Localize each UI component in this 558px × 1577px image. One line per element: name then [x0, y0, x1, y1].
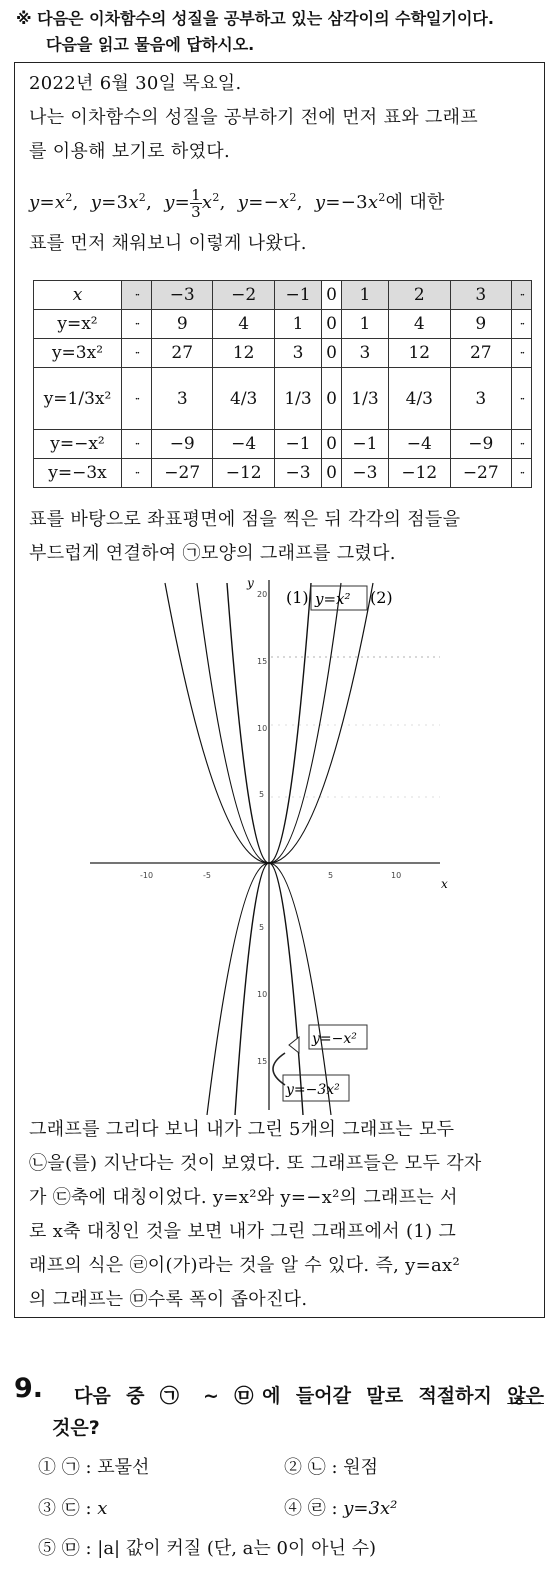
choice-2[interactable]: ② ㉡ : 원점 — [284, 1457, 379, 1478]
x-tick-label: 5 — [328, 871, 334, 880]
table-cell: 0 — [322, 368, 342, 430]
choice-text: 원점 — [343, 1457, 379, 1478]
table-cell: ·· — [512, 281, 532, 310]
conclusion-line: 래프의 식은 ㉣이(가)라는 것을 알 수 있다. 즉, y=ax² — [29, 1255, 461, 1276]
question-number: 9. — [14, 1373, 44, 1404]
diary-equation-line: $y=x^2$, $y=3x^2$, y= $\frac{1}{3}$ $x^2$, $y=-x^2$, $y=-3x^2$에 대한 — [29, 185, 445, 221]
x-axis-label: x — [441, 877, 448, 891]
x-tick-label: -5 — [203, 871, 211, 880]
question-text-line1: 다음 중 ㉠ ~ ㉤에 들어갈 말로 적절하지 — [74, 1385, 492, 1407]
parabola-graph — [85, 575, 475, 1115]
table-cell: −3 — [341, 459, 388, 488]
diary-date: 2022년 6월 30일 목요일. — [29, 73, 242, 94]
table-cell: −1 — [274, 430, 321, 459]
choice-mark: ㉡ — [307, 1457, 326, 1478]
table-cell: ·· — [512, 430, 532, 459]
table-cell: 1 — [341, 281, 388, 310]
pointer-arrow — [289, 1037, 299, 1053]
y-axis-label: y — [247, 576, 254, 590]
y-tick-label: 10 — [257, 990, 268, 999]
values-table — [33, 280, 532, 488]
choice-number: ③ — [38, 1498, 56, 1519]
table-cell: −9 — [152, 430, 213, 459]
diary-intro-line1: 나는 이차함수의 성질을 공부하기 전에 먼저 표와 그래프 — [29, 107, 478, 128]
table-cell: 3 — [450, 281, 511, 310]
table-row-label: y=1/3x² — [34, 368, 122, 430]
table-cell: −9 — [450, 430, 511, 459]
table-cell: 0 — [322, 281, 342, 310]
table-row-label: y=−3x — [34, 459, 122, 488]
y-tick-label: 5 — [259, 790, 265, 799]
table-cell: 9 — [152, 310, 213, 339]
choice-1[interactable]: ① ㉠ : 포물선 — [38, 1457, 150, 1478]
table-cell: −27 — [152, 459, 213, 488]
choice-5[interactable]: ⑤ ㉤ : |a| 값이 커질 (단, a는 0이 아닌 수) — [38, 1538, 376, 1559]
x-tick-label: -10 — [140, 871, 154, 880]
choice-number: ⑤ — [38, 1538, 56, 1559]
table-row-label: y=x² — [34, 310, 122, 339]
choice-mark: ㉠ — [61, 1457, 80, 1478]
graph-label-2: (2) — [370, 588, 393, 607]
table-cell: 0 — [322, 430, 342, 459]
table-cell: ·· — [122, 430, 152, 459]
table-cell: 27 — [152, 339, 213, 368]
table-cell: −3 — [152, 281, 213, 310]
question-text — [74, 1378, 544, 1414]
table-cell: ·· — [512, 310, 532, 339]
graph-label-yx2: y=x² — [315, 590, 351, 608]
choice-number: ② — [284, 1457, 302, 1478]
table-cell: ·· — [122, 459, 152, 488]
graph-label-yneg3x2: y=−3x² — [286, 1082, 340, 1098]
conclusion-line: 로 x축 대칭인 것을 보면 내가 그린 그래프에서 (1) 그 — [29, 1221, 457, 1242]
table-row — [34, 459, 532, 488]
table-row-label: y=3x² — [34, 339, 122, 368]
y-tick-label: 15 — [257, 1057, 268, 1066]
question-text-line2: 것은? — [52, 1417, 100, 1439]
table-cell: 4/3 — [389, 368, 450, 430]
table-cell: −1 — [341, 430, 388, 459]
equation-suffix: 에 대한 — [385, 192, 445, 213]
table-cell: 1 — [341, 310, 388, 339]
table-cell: 3 — [152, 368, 213, 430]
table-cell: ·· — [122, 368, 152, 430]
table-header-x: x — [72, 285, 83, 305]
table-cell: 12 — [213, 339, 274, 368]
conclusion-line: ㉡을(를) 지난다는 것이 보였다. 또 그래프들은 모두 각자 — [29, 1153, 482, 1174]
choice-text: 포물선 — [97, 1457, 150, 1478]
table-cell: 3 — [274, 339, 321, 368]
table-header-row — [34, 281, 532, 310]
diary-box — [14, 62, 545, 1318]
y-tick-label: 15 — [257, 657, 268, 666]
table-cell: −27 — [450, 459, 511, 488]
choice-mark: ㉤ — [61, 1538, 80, 1559]
choice-4[interactable]: ④ ㉣ : y=3x² — [284, 1498, 398, 1519]
table-cell: −4 — [389, 430, 450, 459]
conclusion-line: 가 ㉢축에 대칭이었다. y=x²와 y=−x²의 그래프는 서 — [29, 1187, 458, 1208]
instruction — [16, 6, 546, 58]
table-cell: 4 — [213, 310, 274, 339]
table-cell: ·· — [122, 310, 152, 339]
graph-label-1: (1) — [286, 588, 309, 607]
diary-intro-line3: 표를 먼저 채워보니 이렇게 나왔다. — [29, 233, 307, 254]
y-tick-label: 10 — [257, 724, 268, 733]
table-row — [34, 368, 532, 430]
table-cell: ·· — [512, 339, 532, 368]
choice-mark: ㉢ — [61, 1498, 80, 1519]
table-cell: ·· — [122, 281, 152, 310]
choice-mark: ㉣ — [307, 1498, 326, 1519]
table-cell: 1/3 — [341, 368, 388, 430]
diary-intro-line2: 를 이용해 보기로 하였다. — [29, 141, 230, 162]
table-cell: 4 — [389, 310, 450, 339]
table-cell: 3 — [341, 339, 388, 368]
table-cell: 0 — [322, 310, 342, 339]
after-table-line1: 표를 바탕으로 좌표평면에 점을 찍은 뒤 각각의 점들을 — [29, 509, 461, 530]
table-row-label: y=−x² — [34, 430, 122, 459]
after-table-line2: 부드럽게 연결하여 ㉠모양의 그래프를 그렸다. — [29, 543, 396, 564]
table-cell: 1/3 — [274, 368, 321, 430]
choice-number: ④ — [284, 1498, 302, 1519]
choice-text: |a| 값이 커질 (단, a는 0이 아닌 수) — [97, 1538, 376, 1559]
table-cell: 0 — [322, 339, 342, 368]
y-tick-label: 20 — [257, 590, 268, 599]
question-underlined-word: 않은 — [507, 1385, 544, 1407]
table-cell: −12 — [213, 459, 274, 488]
table-cell: −4 — [213, 430, 274, 459]
table-cell: ·· — [122, 339, 152, 368]
choice-number: ① — [38, 1457, 56, 1478]
table-cell: 27 — [450, 339, 511, 368]
choice-text: x — [97, 1498, 108, 1519]
choice-3[interactable]: ③ ㉢ : x — [38, 1498, 108, 1519]
table-cell: −12 — [389, 459, 450, 488]
table-cell: 0 — [322, 459, 342, 488]
table-cell: −2 — [213, 281, 274, 310]
instruction-line2: 다음을 읽고 물음에 답하시오. — [46, 35, 255, 54]
choice-text: y=3x² — [343, 1498, 398, 1519]
conclusion-line: 그래프를 그리다 보니 내가 그린 5개의 그래프는 모두 — [29, 1119, 455, 1140]
instruction-line1: ※ 다음은 이차함수의 성질을 공부하고 있는 삼각이의 수학일기이다. — [16, 9, 494, 28]
y-tick-label: 5 — [259, 923, 265, 932]
table-cell: 3 — [450, 368, 511, 430]
graph-label-ynegx2: y=−x² — [312, 1031, 357, 1047]
conclusion-line: 의 그래프는 ㉤수록 폭이 좁아진다. — [29, 1289, 308, 1310]
table-cell: 9 — [450, 310, 511, 339]
table-cell: 1 — [274, 310, 321, 339]
table-cell: 4/3 — [213, 368, 274, 430]
table-cell: ·· — [512, 459, 532, 488]
table-cell: 12 — [389, 339, 450, 368]
table-row — [34, 430, 532, 459]
table-cell: 2 — [389, 281, 450, 310]
table-cell: −3 — [274, 459, 321, 488]
table-cell: −1 — [274, 281, 321, 310]
x-tick-label: 10 — [391, 871, 402, 880]
table-cell: ·· — [512, 368, 532, 430]
table-row — [34, 310, 532, 339]
table-row — [34, 339, 532, 368]
